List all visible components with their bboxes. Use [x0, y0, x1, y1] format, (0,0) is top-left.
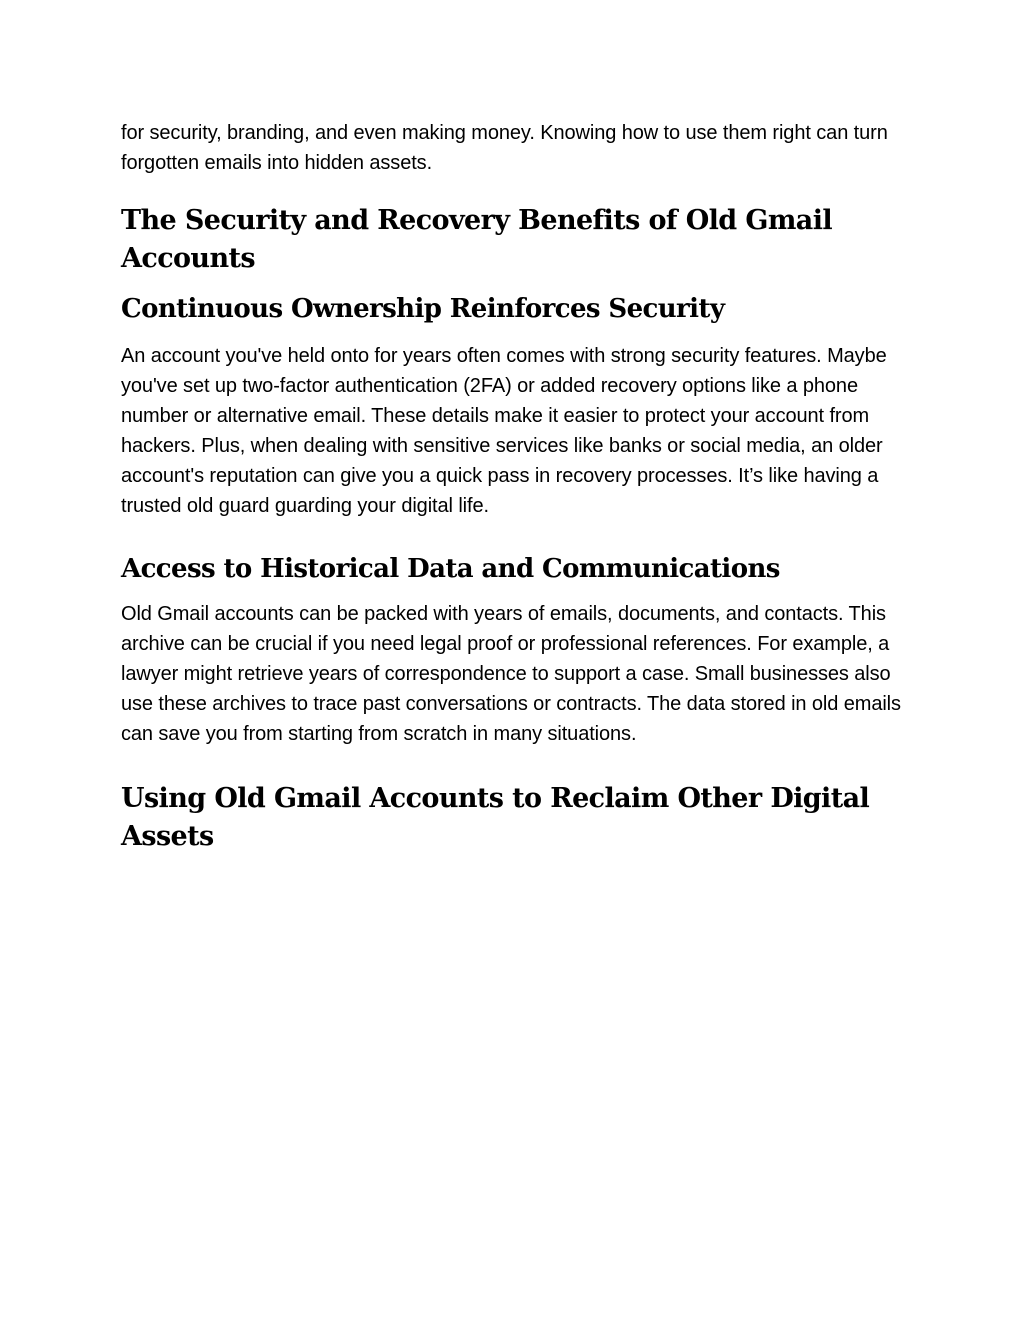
paragraph-historical-data: Old Gmail accounts can be packed with years of emails, documents, and contacts. This archive can be crucial if you need legal proof or professional references. For example, a lawyer might retrieve years of correspondence to support a case. Small businesses also use these archives to trace past conversations or contracts. The data stored in old emails can save you from starting from scratch in many situations. [121, 603, 901, 745]
subheading-continuous-ownership: Continuous Ownership Reinforces Security [121, 294, 725, 324]
subheading-historical-data: Access to Historical Data and Communications [121, 554, 780, 584]
section-heading-security-recovery: The Security and Recovery Benefits of Old Gmail Accounts [121, 205, 833, 274]
paragraph-continuous-ownership: An account you've held onto for years often comes with strong security features. Maybe you've set up two-factor authentication (2FA) or added recovery options like a phone number or alternative email. These details make it easier to protect your account from hackers. Plus, when dealing with sensitive services like banks or social media, an older account's reputation can give you a quick pass in recovery processes. It’s like having a trusted old guard guarding your digital life. [121, 345, 887, 517]
section-heading-reclaim-assets: Using Old Gmail Accounts to Reclaim Other Digital Assets [121, 783, 870, 852]
document-page [121, 118, 911, 856]
intro-paragraph: for security, branding, and even making money. Knowing how to use them right can turn forgotten emails into hidden assets. [121, 122, 888, 174]
